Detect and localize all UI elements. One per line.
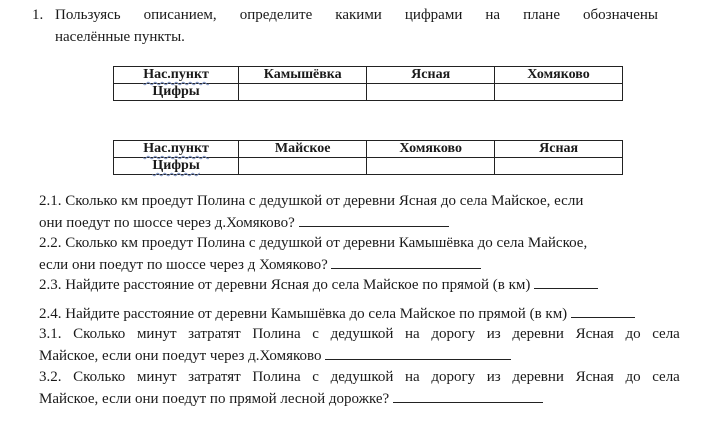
table-header-cell: Нас.пункт (114, 67, 239, 84)
q3-2-word: Сколько (73, 369, 126, 385)
question-2-3 (39, 276, 598, 294)
question-3-2-line-2 (39, 390, 543, 408)
answer-cell[interactable] (367, 158, 495, 175)
answer-cell[interactable] (239, 158, 367, 175)
table-header-cell: Нас.пункт (114, 141, 239, 158)
q1-word: Пользуясь (55, 7, 121, 23)
q3-1-word: села (652, 326, 680, 342)
question-2-1-line-1: 2.1. Сколько км проедут Полина с дедушкой от деревни Ясная до села Майское, если (39, 193, 584, 209)
q1-word: обозначены (583, 7, 658, 23)
q1-word: плане (523, 7, 560, 23)
answer-blank[interactable] (393, 390, 543, 403)
table-row-label: Цифры (114, 84, 239, 101)
question-2-4-text: 2.4. Найдите расстояние от деревни Камышёвка до села Майское по прямой (в км) (39, 306, 568, 322)
table-header-cell: Ясная (495, 141, 623, 158)
question-2-1-text: они поедут по шоссе через д.Хомяково? (39, 215, 295, 231)
q3-1-word: 3.1. (39, 326, 62, 342)
question-3-2-line-1 (39, 369, 680, 386)
q1-word: определите (239, 7, 313, 23)
question-2-4 (39, 305, 635, 323)
q3-1-word: Ясная (575, 326, 614, 342)
q3-2-word: деревни (512, 369, 564, 385)
table-row (114, 158, 623, 175)
question-3-2-text: Майское, если они поедут по прямой лесной дорожке? (39, 391, 390, 407)
answer-cell[interactable] (494, 84, 622, 101)
q3-1-word: минут (136, 326, 177, 342)
question-2-2-text: если они поедут по шоссе через д Хомяково? (39, 257, 328, 273)
question-1-line-1 (55, 7, 658, 24)
q3-2-word: из (486, 369, 501, 385)
q3-2-word: дорогу (431, 369, 476, 385)
q3-1-word: деревни (512, 326, 564, 342)
table-header-cell: Камышёвка (239, 67, 367, 84)
q3-1-word: затратят (188, 326, 241, 342)
answer-cell[interactable] (239, 84, 367, 101)
q3-2-word: до (625, 369, 641, 385)
table-header-cell: Хомяково (367, 141, 495, 158)
q3-2-word: дедушкой (330, 369, 394, 385)
question-3-1-text: Майское, если они поедут через д.Хомяково (39, 348, 322, 364)
question-3-1-line-1 (39, 326, 680, 343)
q3-1-word: дедушкой (330, 326, 394, 342)
q3-2-word: Полина (252, 369, 301, 385)
q1-word: какими (335, 7, 382, 23)
q3-1-word: на (405, 326, 420, 342)
q3-1-word: до (625, 326, 641, 342)
table-header-cell: Хомяково (494, 67, 622, 84)
answer-table-2 (113, 140, 623, 175)
table-header-cell: Майское (239, 141, 367, 158)
q3-2-word: на (405, 369, 420, 385)
answer-blank[interactable] (331, 256, 481, 269)
q1-word: на (485, 7, 501, 23)
q3-1-word: из (486, 326, 501, 342)
q3-2-word: с (312, 369, 319, 385)
table-row-label: Цифры (114, 158, 239, 175)
q3-2-word: 3.2. (39, 369, 62, 385)
table-header-cell: Ясная (367, 67, 495, 84)
question-2-1-line-2 (39, 214, 449, 232)
question-1-line-2: населённые пункты. (55, 29, 185, 45)
q3-1-word: дорогу (431, 326, 476, 342)
question-2-2-line-2 (39, 256, 481, 274)
answer-blank[interactable] (534, 276, 598, 289)
question-1-number: 1. (32, 7, 44, 23)
question-2-2-line-1: 2.2. Сколько км проедут Полина с дедушкой от деревни Камышёвка до села Майское, (39, 235, 588, 251)
q1-word: цифрами (404, 7, 463, 23)
q3-1-word: Полина (252, 326, 301, 342)
table-row (114, 84, 623, 101)
answer-cell[interactable] (495, 158, 623, 175)
q3-2-word: села (652, 369, 680, 385)
table-header-row (114, 141, 623, 158)
answer-table-1 (113, 66, 623, 101)
q3-2-word: Ясная (575, 369, 614, 385)
answer-blank[interactable] (299, 214, 449, 227)
q1-word: описанием, (143, 7, 217, 23)
table-header-row (114, 67, 623, 84)
answer-cell[interactable] (367, 84, 495, 101)
q3-2-word: минут (136, 369, 177, 385)
q3-1-word: Сколько (73, 326, 126, 342)
question-3-1-line-2 (39, 347, 511, 365)
q3-2-word: затратят (188, 369, 241, 385)
q3-1-word: с (312, 326, 319, 342)
question-2-3-text: 2.3. Найдите расстояние от деревни Ясная до села Майское по прямой (в км) (39, 277, 531, 293)
answer-blank[interactable] (325, 347, 511, 360)
answer-blank[interactable] (571, 305, 635, 318)
